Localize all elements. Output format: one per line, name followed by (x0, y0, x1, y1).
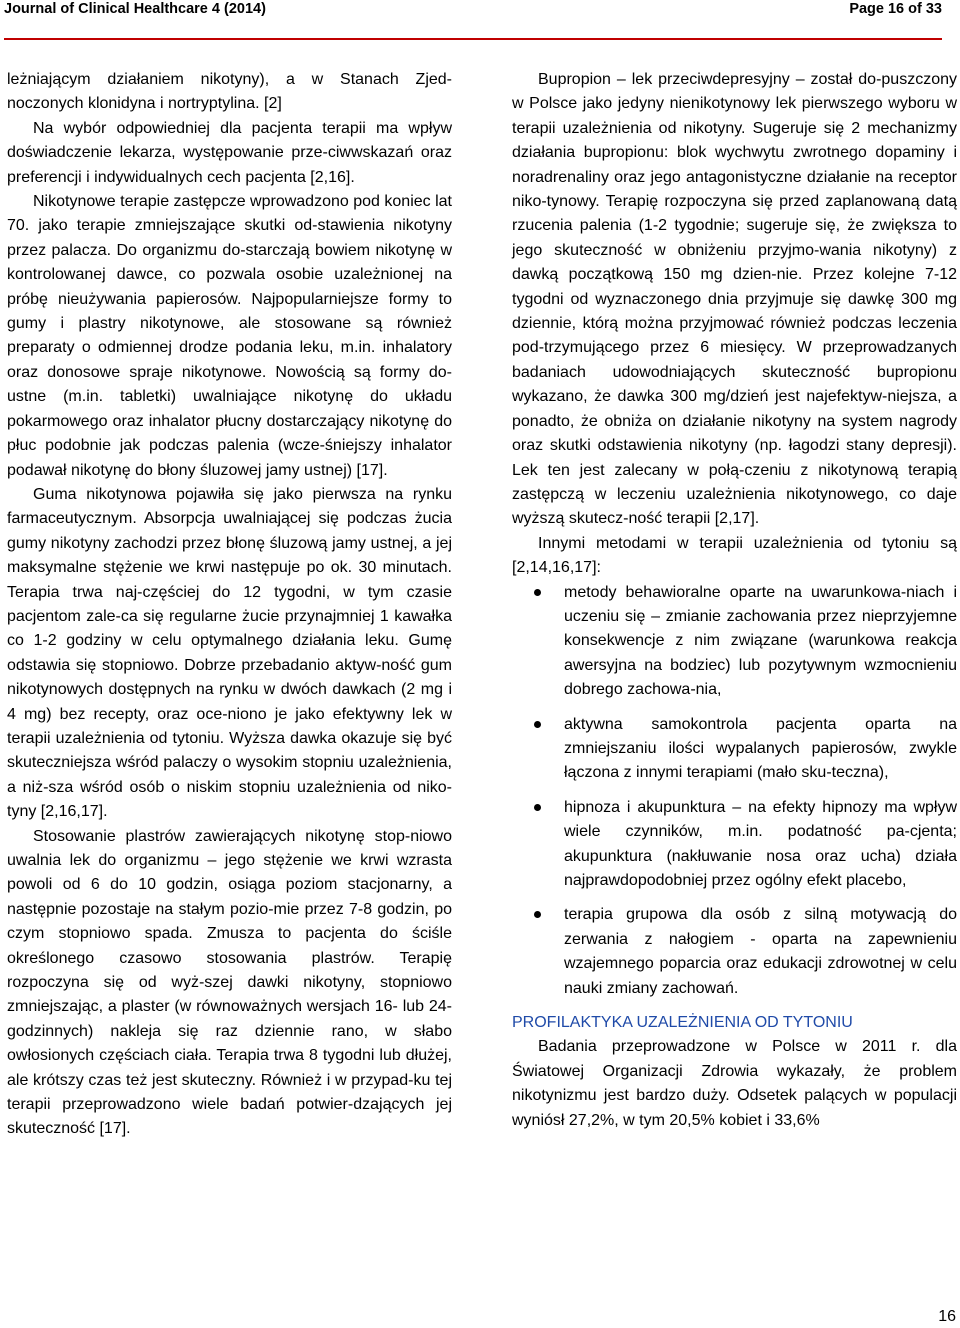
running-header (4, 0, 942, 18)
paragraph: Guma nikotynowa pojawiła się jako pierwsza na rynku farmaceutycznym. Absorpcja uwalniającej się podczas żucia gumy nikotyny zachodzi przez błonę śluzową jamy ustnej, a jej maksymalne stężenie we krwi następuje po ok. 30 minutach. Terapia trwa naj-częściej do 12 tygodni, w tym czasie pacjentom zale-ca się regularne żucie przynajmniej 1 kawałka co 1-2 godziny w celu optymalnego działania leku. Gumę odstawia się stopniowo. Dobrze przebadanio aktyw-ność gum nikotynowych dostępnych na rynku w dwóch dawkach (2 mg i 4 mg) bez recepty, oraz oce-niono je jako efektywny lek w terapii uzależnienia od tytoniu. Wyższa dawka okazuje się być skuteczniejsza wśród palaczy o wysokim stopniu uzależnienia, a niż-sza wśród osób o niskim stopniu uzależnienia od niko-tyny [2,16,17]. (7, 485, 452, 821)
section-heading: PROFILAKTYKA UZALEŻNIENIA OD TYTONIU (512, 1014, 853, 1032)
journal-title: Journal of Clinical Healthcare 4 (2014) (4, 1, 266, 17)
list-item (512, 903, 957, 1001)
list-item-text: metody behawioralne oparte na uwarunkowa-niach i uczeniu się – zmianie zachowania przez nieprzyjemne konsekwencje z nim związane (warunkowa reakcja awersyjna na bodziec) lub pozytywnym wzmocnieniu dobrego zachowa-nia, (564, 583, 957, 699)
bullet-icon (534, 911, 541, 918)
paragraph: Nikotynowe terapie zastępcze wprowadzono pod koniec lat 70. jako terapie zmniejszające skutki od-stawienia nikotyny przez palacza. Do organizmu do-starczają bowiem nikotynę w kontrolowanej dawce, co pozwala osobie uzależnionej na próbę nieużywania papierosów. Najpopularniejsze formy to gumy i plastry nikotynowe, ale stosowane są również preparaty o odmiennej drodze podania leku, m.in. inhalatory oraz donosowe spraje nikotynowe. Nowością są formy do-ustne (m.in. tabletki) uwalniające nikotynę do układu pokarmowego oraz inhalator płucny dostarczający nikotynę do płuc podobnie jak podczas palenia (wcze-śniejszy inhalator podawał nikotynę do błony śluzowej jamy ustnej) [17]. (7, 193, 452, 479)
paragraph: Stosowanie plastrów zawierających nikotynę stop-niowo uwalnia lek do organizmu – jego stężenie we krwi wzrasta powoli od 6 do 10 godzin, osiąga poziom stacjonarny, a następnie pozostaje na stałym pozio-mie przez 7-8 godzin, po czym stopniowo spada. Zmusza to pacjenta do ściśle określonego czasowo stosowania plastrów. Terapię rozpoczyna się od wyż-szej dawki nikotyny, stopniowo zmniejszając, a plaster (w równoważnych wersjach 16- lub 24-godzinnych) nakleja się raz dziennie rano, w słabo owłosionych częściach ciała. Terapia trwa 8 tygodni lub dłużej, ale krótszy czas też jest skuteczny. Również i w przypad-ku tej terapii przeprowadzono wiele badań potwier-dzających jej skuteczność [17]. (7, 827, 452, 1138)
paragraph: Innymi metodami w terapii uzależnienia od tytoniu są [2,14,16,17]: (512, 534, 957, 577)
list-item-text: hipnoza i akupunktura – na efekty hipnozy ma wpływ wiele czynników, m.in. podatność pa-cjenta; akupunktura (nakłuwanie nosa oraz ucha) działa najprawdopodobniej przez ogólny efekt placebo, (564, 798, 957, 889)
page-indicator: Page 16 of 33 (849, 1, 942, 17)
paragraph: Na wybór odpowiedniej dla pacjenta terapii ma wpływ doświadczenie lekarza, występowanie prze-ciwwskazań oraz preferencji i indywidualnych cech pacjenta [2,16]. (7, 119, 452, 186)
bullet-icon (534, 804, 541, 811)
right-column (512, 68, 957, 1133)
left-column (7, 68, 452, 1142)
page-number: 16 (938, 1308, 956, 1325)
list-item (512, 713, 957, 786)
header-rule (4, 38, 942, 40)
list-item (512, 796, 957, 894)
bullet-icon (534, 589, 541, 596)
paragraph: leżniającym działaniem nikotyny), a w Stanach Zjed-noczonych klonidyna i nortryptylina. [2] (7, 71, 452, 113)
bullet-icon (534, 721, 541, 728)
list-item-text: aktywna samokontrola pacjenta oparta na zmniejszaniu ilości wypalanych papierosów, zwykle łączona z innymi terapiami (mało sku-teczna), (564, 715, 957, 782)
list-item-text: terapia grupowa dla osób z silną motywacją do zerwania z nałogiem - oparta na zapewnieniu wzajemnego poparcia oraz edukacji zdrowotnej w celu nauki zmiany zachowań. (564, 906, 957, 997)
paragraph: Badania przeprowadzone w Polsce w 2011 r. dla Światowej Organizacji Zdrowia wykazały, że problem nikotynizmu jest bardzo duży. Odsetek palących w populacji wyniósł 27,2%, w tym 20,5% kobiet i 33,6% (512, 1038, 957, 1129)
list-item (512, 581, 957, 703)
paragraph: Bupropion – lek przeciwdepresyjny – został do-puszczony w Polsce jako jedyny nienikotynowy lek pierwszego wyboru w terapii uzależnienia od nikotyny. Sugeruje się 2 mechanizmy działania bupropionu: blok wychwytu zwrotnego dopaminy i noradrenaliny oraz jego antagonistyczne działanie na receptor niko-tynowy. Terapię rozpoczyna się przed zaplanowaną datą rzucenia palenia (1-2 tygodnie; sugeruje się, że zwiększa to jego skuteczność w obniżeniu przyjmo-wania nikotyny) z dawką początkową 150 mg dzien-nie. Przez kolejne 7-12 tygodni od wyznaczonego dnia przyjmuje się dawkę 300 mg dziennie, którą można przyjmować również podczas leczenia pod-trzymującego przez 6 miesięcy. W przeprowadzanych badaniach udowodniających skuteczność bupropionu wykazano, że dawka 300 mg/dzień jest najefektyw-niejsza, a ponadto, że obniża on działanie nikotyny na system nagrody oraz skutki odstawienia nikotyny (np. łagodzi stany depresji). Lek ten jest zalecany w połą-czeniu z nikotynową terapią zastępczą w leczeniu uzależnienia nikotynowego, co daje wyższą skutecz-ność terapii [2,17]. (512, 71, 957, 528)
therapy-list (512, 581, 957, 1002)
